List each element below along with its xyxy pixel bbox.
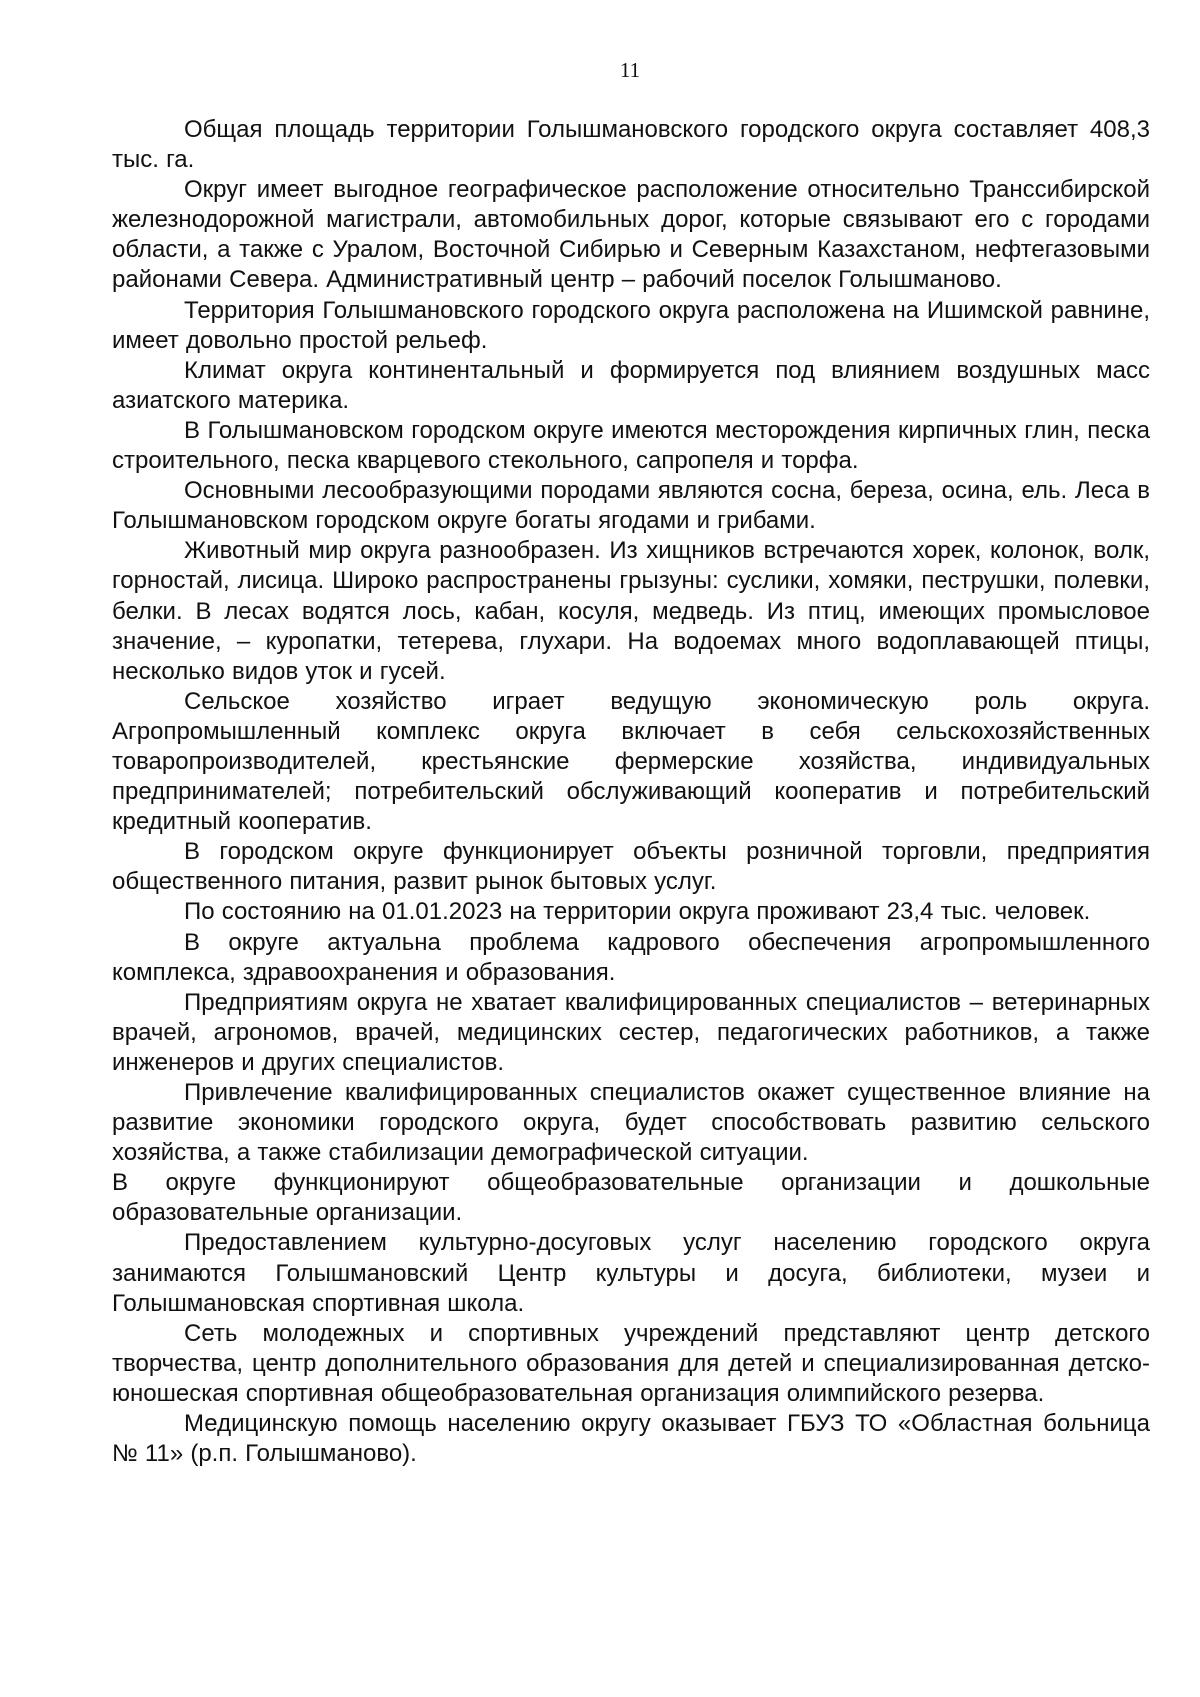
paragraph-total-area: Общая площадь территории Голышмановского городского округа составляет 408,3 тыс. га. bbox=[112, 116, 1150, 174]
paragraph-youth-sports: Сеть молодежных и спортивных учреждений представляют центр детского творчества, центр дополнительного образования для детей и специализированная детско-юношеская спортивная общеобразовательная организация олимпийского резерва. bbox=[112, 1319, 1150, 1407]
paragraph-territory-relief: Территория Голышмановского городского округа расположена на Ишимской равнине, имеет довольно простой рельеф. bbox=[112, 296, 1150, 354]
paragraph-culture-leisure: Предоставлением культурно-досуговых услуг населению городского округа занимаются Голышмановский Центр культуры и досуга, библиотеки, музеи и Голышмановская спортивная школа. bbox=[112, 1229, 1150, 1317]
paragraph-agriculture: Сельское хозяйство играет ведущую экономическую роль округа. Агропромышленный комплекс округа включает в себя сельскохозяйственных товаропроизводителей, крестьянские фермерские хозяйства, индивидуальных предпринимателей; потребительский обслуживающий кооператив и потребительский кредитный кооператив. bbox=[112, 687, 1150, 836]
paragraph-attracting-specialists: Привлечение квалифицированных специалистов окажет существенное влияние на развитие экономики городского округа, будет способствовать развитию сельского хозяйства, а также стабилизации демографической ситуации. bbox=[112, 1079, 1150, 1167]
paragraph-education: В округе функционируют общеобразовательные организации и дошкольные образовательные организации. bbox=[112, 1169, 1150, 1227]
paragraph-population: По состоянию на 01.01.2023 на территории округа проживают 23,4 тыс. человек. bbox=[184, 898, 1091, 926]
paragraph-specialist-shortage: Предприятиям округа не хватает квалифицированных специалистов – ветеринарных врачей, агрономов, врачей, медицинских сестер, педагогических работников, а также инженеров и других специалистов. bbox=[112, 988, 1150, 1076]
paragraph-wildlife: Животный мир округа разнообразен. Из хищников встречаются хорек, колонок, волк, горностай, лисица. Широко распространены грызуны: суслики, хомяки, пеструшки, полевки, белки. В лесах водятся лось, кабан, косуля, медведь. Из птиц, имеющих промысловое значение, – куропатки, тетерева, глухари. На водоемах много водоплавающей птицы, несколько видов уток и гусей. bbox=[112, 537, 1150, 685]
paragraph-mineral-deposits: В Голышмановском городском округе имеются месторождения кирпичных глин, песка строительного, песка кварцевого стекольного, сапропеля и торфа. bbox=[112, 416, 1150, 475]
paragraph-medical-care: Медицинскую помощь населению округу оказывает ГБУЗ ТО «Областная больница № 11» (р.п. Голышманово). bbox=[112, 1410, 1150, 1468]
paragraph-forests: Основными лесообразующими породами являются сосна, береза, осина, ель. Леса в Голышмановском городском округе богаты ягодами и грибами. bbox=[112, 477, 1150, 535]
page-number: 11 bbox=[619, 58, 641, 82]
paragraph-trade-services: В городском округе функционирует объекты розничной торговли, предприятия общественного питания, развит рынок бытовых услуг. bbox=[112, 838, 1150, 896]
paragraph-geographic-location: Округ имеет выгодное географическое расположение относительно Транссибирской железнодорожной магистрали, автомобильных дорог, которые связывают его с городами области, а также с Уралом, Восточной Сибирью и Северным Казахстаном, нефтегазовыми районами Севера. Административный центр – рабочий поселок Голышманово. bbox=[112, 176, 1150, 294]
paragraph-climate: Климат округа континентальный и формируется под влиянием воздушных масс азиатского материка. bbox=[112, 356, 1150, 414]
document-body bbox=[112, 115, 1150, 1469]
paragraph-staffing-problem: В округе актуальна проблема кадрового обеспечения агропромышленного комплекса, здравоохранения и образования. bbox=[112, 928, 1150, 986]
